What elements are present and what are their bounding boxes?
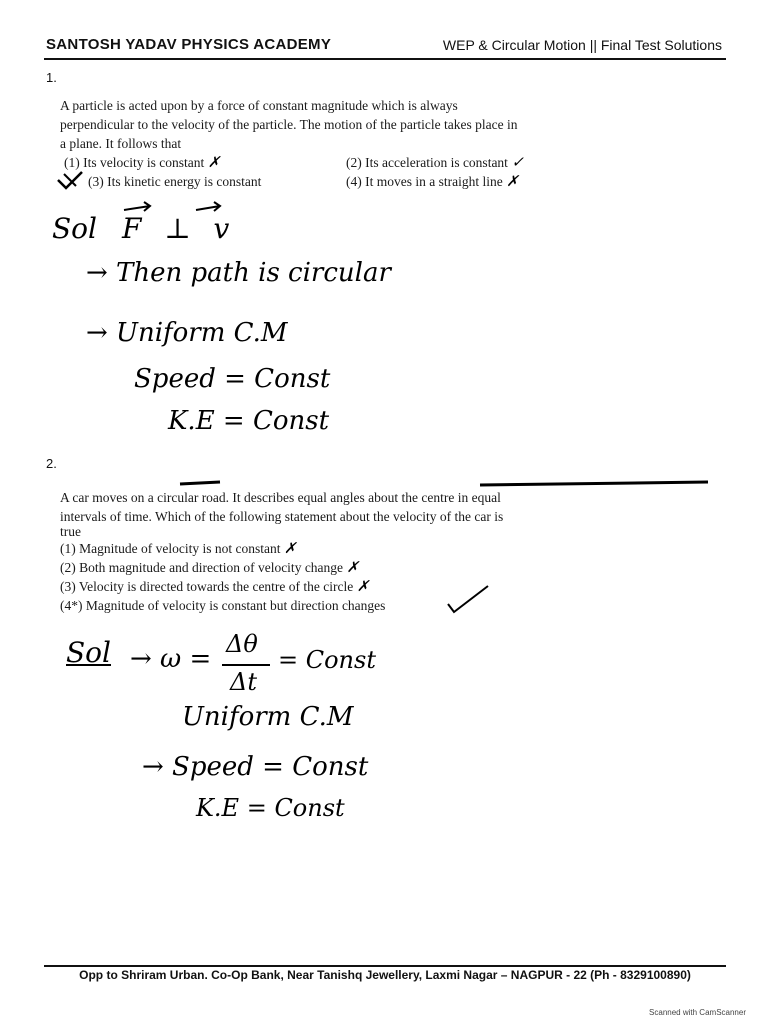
solution-1-line-4: K.E = Const	[168, 406, 330, 436]
question-1-option-2	[346, 153, 524, 172]
solution-2-line-1: Uniform C.M	[182, 702, 354, 732]
option-text: (1) Its velocity is constant	[64, 155, 205, 170]
question-2-option-1	[60, 539, 296, 558]
question-1-option-4	[346, 172, 519, 191]
option-text: (2) Both magnitude and direction of velocity change	[60, 560, 344, 575]
solution-2-omega-lhs: → ω =	[130, 644, 212, 674]
answer-check-mark	[56, 170, 84, 190]
scanner-watermark: Scanned with CamScanner	[649, 1008, 746, 1017]
option-text: (1) Magnitude of velocity is not constant	[60, 541, 281, 556]
question-2-option-2	[60, 558, 359, 577]
solution-1-line-3: Speed = Const	[134, 364, 331, 394]
answer-check-mark	[446, 584, 490, 616]
vector-arrows	[120, 200, 230, 216]
question-2-option-3	[60, 577, 369, 596]
option-text: (2) Its acceleration is constant	[346, 155, 508, 170]
fraction-bar	[222, 664, 270, 666]
check-mark: ✓	[511, 153, 524, 171]
fraction-denominator: Δt	[230, 668, 257, 696]
solution-1-label: Sol	[52, 212, 97, 245]
question-1-option-1	[64, 153, 220, 172]
question-1-stem-line-2: perpendicular to the velocity of the particle. The motion of the particle takes place in	[60, 117, 518, 132]
solution-1-line-2: → Uniform C.M	[86, 318, 288, 348]
question-1-option-3	[88, 172, 261, 191]
option-text: (4) It moves in a straight line	[346, 174, 503, 189]
solution-2-line-2: → Speed = Const	[142, 752, 369, 782]
question-2-stem-line-3: true	[60, 524, 81, 539]
cross-mark: ✗	[346, 558, 359, 576]
solution-1-line-1: → Then path is circular	[86, 258, 391, 288]
header-rule	[44, 58, 726, 60]
question-1-number: 1.	[46, 70, 57, 85]
solution-2-label: Sol	[66, 636, 111, 669]
cross-mark: ✗	[207, 153, 221, 171]
academy-name: SANTOSH YADAV PHYSICS ACADEMY	[46, 36, 332, 53]
document-topic: WEP & Circular Motion || Final Test Solutions	[442, 37, 722, 53]
question-1-stem-line-1: A particle is acted upon by a force of constant magnitude which is always	[60, 98, 458, 113]
fraction-numerator: Δθ	[226, 630, 258, 658]
footer-address: Opp to Shriram Urban. Co-Op Bank, Near Tanishq Jewellery, Laxmi Nagar – NAGPUR - 22 (Ph - 8329100890)	[79, 968, 691, 982]
question-2-number: 2.	[46, 456, 57, 471]
footer-rule	[44, 965, 726, 967]
question-1-stem-line-3: a plane. It follows that	[60, 136, 182, 151]
cross-mark: ✗	[356, 577, 370, 595]
cross-mark: ✗	[506, 172, 519, 190]
solution-2-omega-rhs: = Const	[278, 646, 376, 674]
question-2-option-4	[60, 596, 385, 615]
question-2-stem-line-2: intervals of time. Which of the following statement about the velocity of the car is	[60, 509, 504, 524]
option-text: (3) Velocity is directed towards the centre of the circle	[60, 579, 354, 594]
cross-mark: ✗	[283, 539, 297, 557]
question-2-stem-line-1: A car moves on a circular road. It describes equal angles about the centre in equal	[60, 490, 501, 505]
force-perpendicular-velocity: F ⊥ v	[122, 212, 230, 245]
option-text: (3) Its kinetic energy is constant	[88, 174, 262, 189]
option-text: (4*) Magnitude of velocity is constant but direction changes	[60, 598, 386, 613]
solution-2-line-3: K.E = Const	[196, 794, 345, 822]
